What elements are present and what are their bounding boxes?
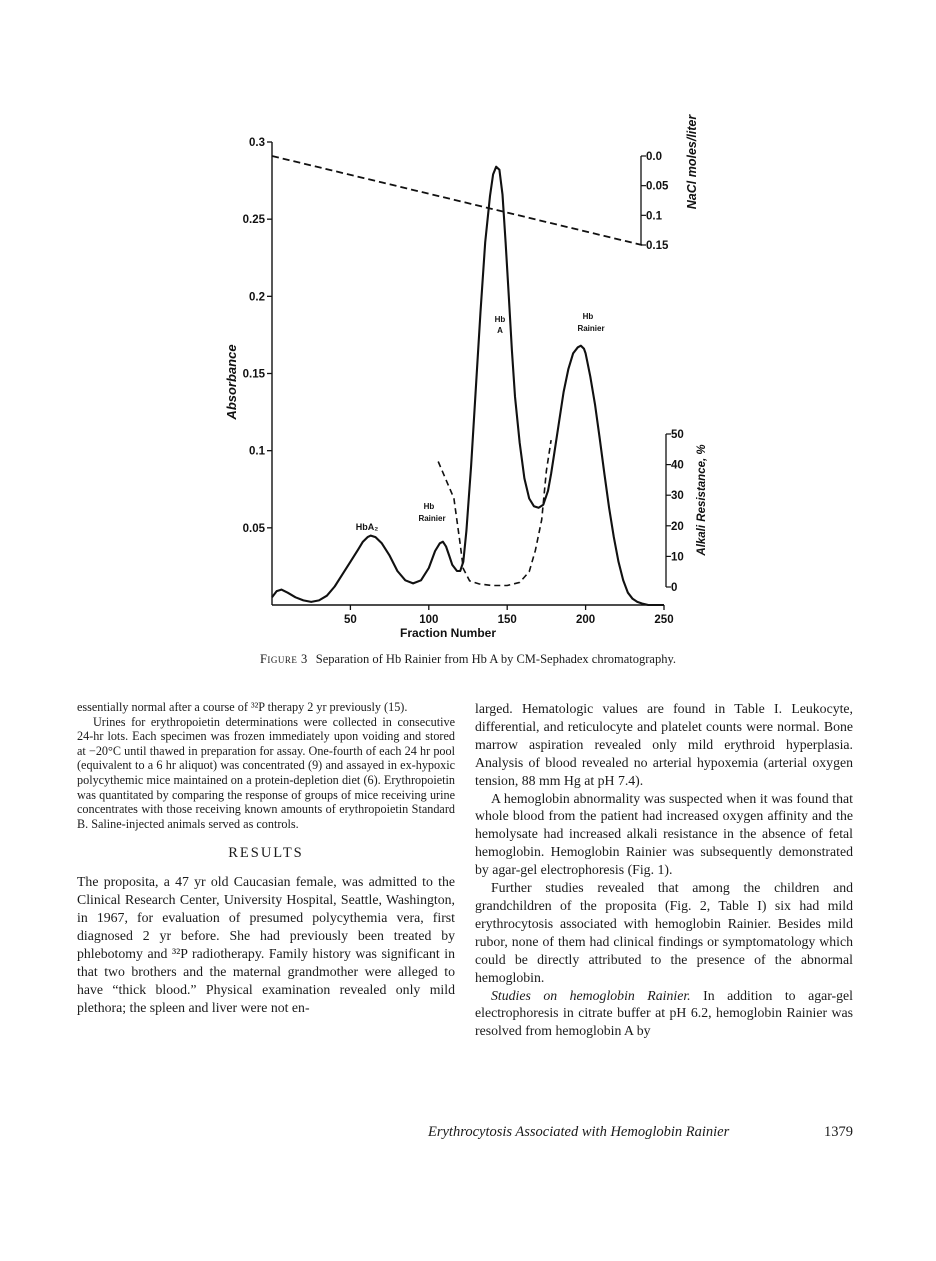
chart-svg (200, 90, 720, 650)
alkali-tick-label: 30 (671, 490, 684, 503)
alkali-tick-label: 20 (671, 520, 684, 533)
nacl-axis-title: NaCl moles/liter (685, 114, 699, 210)
alkali-tick-label: 0 (671, 582, 678, 594)
x-tick-label: 200 (576, 614, 596, 626)
right-column (475, 700, 853, 1040)
chromatography-figure (200, 90, 720, 650)
annotation-hb-rainier-line2: Rainier (577, 324, 605, 333)
x-tick-label: 250 (654, 614, 674, 626)
right-paragraph-2: A hemoglobin abnormality was suspected when it was found that whole blood from the patient had increased oxygen affinity and the hemolysate had increased alkali resistance in the absence of fetal hemoglobin. Hemoglobin Rainier was subsequently demonstrated by agar-gel electrophoresis (Fig. 1). (475, 790, 853, 878)
right-paragraph-4-body: In addition to agar-gel electrophoresis in citrate buffer at pH 6.2, hemoglobin Rainier was resolved from hemoglobin A by (475, 987, 854, 1039)
section-lead: Studies on hemoglobin Rainier. (491, 987, 691, 1003)
y-tick-label: 0.05 (242, 522, 265, 535)
right-paragraph-1: larged. Hematologic values are found in Table I. Leukocyte, differential, and reticulocyte and platelet counts were normal. Bone marrow aspiration revealed only mild erythroid hyperplasia. Analysis of blood revealed no arterial hypoxemia (arterial oxygen tension, 88 mm Hg at pH 7.4). (475, 701, 853, 788)
page-number: 1379 (824, 1124, 853, 1140)
left-paragraph-2: Urines for erythropoietin determinations were collected in consecutive 24-hr lots. Each specimen was frozen immediately upon voiding and stored at −20°C until thawed in preparation for assay. One-fourth of each 24 hr pool (equivalent to a 6 hr aliquot) was concentrated (9) and assayed in ex-hypoxic polycythemic mice maintained on a protein-depletion diet (6). Erythropoietin was quantitated by comparing the response of groups of mice receiving urine concentrates with those receiving known amounts of erythropoietin Standard B. Saline-injected animals served as controls. (77, 714, 455, 831)
chart-labels (224, 114, 708, 640)
series-nacl-gradient-line (272, 156, 642, 245)
series-alkali-resistance-line (438, 440, 551, 585)
y-axis-title: Absorbance (224, 344, 239, 420)
x-tick-label: 100 (419, 614, 439, 626)
figure-caption-label: Figure 3 (259, 652, 308, 666)
right-paragraph-4 (475, 987, 853, 1041)
x-axis-title: Fraction Number (399, 626, 497, 640)
series-absorbance-line (272, 167, 664, 605)
figure-caption (200, 652, 736, 667)
left-column (77, 700, 455, 1017)
nacl-tick-label: 0.05 (646, 180, 669, 193)
annotation-hba-line1: Hb (494, 315, 506, 324)
y-tick-label: 0.25 (242, 214, 265, 227)
page-footer (428, 1124, 853, 1141)
figure-caption-text: Separation of Hb Rainier from Hb A by CM-Sephadex chromatography. (315, 652, 677, 666)
results-heading: RESULTS (228, 845, 304, 862)
annotation-hb-rainier-small-line2: Rainier (418, 514, 446, 523)
chart-marks (272, 156, 664, 605)
y-tick-label: 0.1 (249, 445, 265, 458)
y-tick-label: 0.15 (242, 368, 265, 381)
running-title: Erythrocytosis Associated with Hemoglobin Rainier (428, 1124, 730, 1140)
alkali-tick-label: 50 (671, 429, 684, 441)
annotation-hb-rainier-line1: Hb (582, 312, 594, 321)
alkali-tick-label: 10 (671, 551, 684, 564)
left-paragraph-3: The proposita, a 47 yr old Caucasian female, was admitted to the Clinical Research Center, University Hospital, Seattle, Washington, in 1967, for evaluation of presumed polycythemia vera, first diagnosed 2 yr before. She had previously been treated by phlebotomy and ³²P radiotherapy. Family history was significant in that two brothers and the maternal grandmother were alleged to have “thick blood.” Physical examination revealed only mild plethora; the spleen and liver were not en- (77, 874, 455, 1015)
nacl-tick-label: 0.15 (646, 240, 669, 252)
y-tick-label: 0.3 (249, 137, 265, 149)
alkali-axis-title: Alkali Resistance, % (696, 444, 708, 556)
nacl-tick-label: 0.1 (646, 210, 662, 223)
right-paragraph-3: Further studies revealed that among the children and grandchildren of the proposita (Fig. 2, Table I) six had mild erythrocytosis associated with hemoglobin Rainier. Besides mild rubor, none of them had clinical findings or symptomatology which could be directly attributed to the presence of the abnormal hemoglobin. (475, 880, 853, 985)
annotation-hba2: HbA₂ (355, 522, 379, 532)
x-tick-label: 150 (497, 614, 517, 626)
annotation-hb-rainier-small-line1: Hb (423, 502, 435, 511)
x-tick-label: 50 (344, 614, 357, 626)
left-paragraph-1: essentially normal after a course of ³²P therapy 2 yr previously (15). (77, 700, 408, 714)
alkali-tick-label: 40 (671, 459, 684, 472)
annotation-hba-line2: A (497, 326, 503, 335)
nacl-tick-label: 0.0 (646, 151, 662, 163)
y-tick-label: 0.2 (249, 291, 265, 304)
